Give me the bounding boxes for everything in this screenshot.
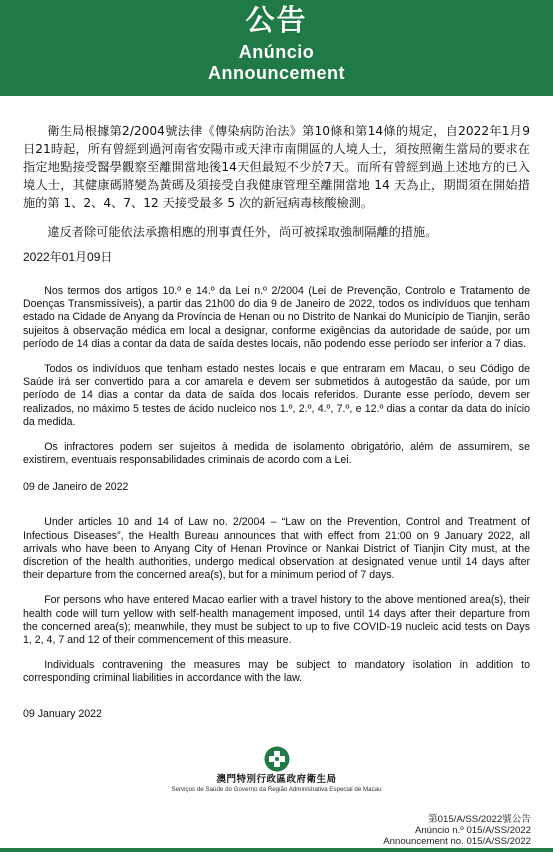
announcement-header: [0, 0, 553, 96]
english-section: [23, 516, 530, 720]
footer-bar: [0, 848, 553, 852]
portuguese-paragraph-2: Todos os indivíduos que tenham estado nestes locais e que entraram em Macau, o seu Código de Saúde irá ser convertido para a cor amarela e devem ser submetidos à autogestão da saúde, por um período de 14 dias a contar da data de saída dos locais referidos. Durante esse período, devem ser realizados, no máximo 5 testes de ácido nucleico nos 1.º, 2.º, 4.º, 7.º, e 12.º dias a contar da data do início da medida.: [23, 363, 530, 428]
english-paragraph-2: For persons who have entered Macao earlier with a travel history to the above mentioned area(s), their health code will turn yellow with self-health management imposed, until 14 days after their departure from the concerned area(s); meanwhile, they must be subject to up to five COVID-19 nucleic acid tests on Days 1, 2, 4, 7 and 12 of their commencement of this measure.: [23, 594, 530, 647]
reference-portuguese: Anúncio n.º 015/A/SS/2022: [414, 825, 531, 836]
health-bureau-cross-icon: [264, 746, 290, 772]
portuguese-paragraph-3: Os infractores podem ser sujeitos à medida de isolamento obrigatório, além de assumirem, se existirem, eventuais responsabilidades criminais de acordo com a Lei.: [23, 441, 530, 467]
title-portuguese: Anúncio: [238, 42, 315, 62]
announcement-reference: [383, 814, 531, 847]
title-english: Announcement: [207, 63, 345, 83]
english-paragraph-3: Individuals contravening the measures may be subject to mandatory isolation in addition to corresponding criminal liabilities in accordance with the law.: [23, 659, 530, 685]
title-chinese: 公告: [245, 3, 308, 37]
portuguese-date: 09 de Janeiro de 2022: [23, 481, 129, 494]
chinese-paragraph-1: 衛生局根據第2/2004號法律《傳染病防治法》第10條和第14條的規定，自2022年1月9日21時起，所有曾經到過河南省安陽市或天津市南開區的人境人士，須按照衛生當局的要求在指定地點接受醫學觀察至離開當地後14天但最短不少於7天。而所有曾經到過上述地方的已入境人士，其健康碼將變為黃碼及須接受自我健康管理至離開當地 14 天為止，期間須在開始措施的第 1、2、4、7、12 天接受最多 5 次的新冠病毒核酸檢測。: [23, 124, 530, 210]
logo-name-portuguese: Serviços de Saúde do Governo da Região Administrativa Especial de Macau: [171, 786, 382, 793]
logo-name-chinese: 澳門特別行政區政府衛生局: [216, 774, 337, 785]
portuguese-section: [23, 285, 530, 494]
reference-chinese: 第015/A/SS/2022號公告: [428, 814, 531, 825]
chinese-date: 2022年01月09日: [23, 250, 113, 264]
english-date: 09 January 2022: [23, 707, 102, 720]
chinese-paragraph-2: 違反者除可能依法承擔相應的刑事責任外，尚可被採取強制隔離的措施。: [47, 225, 438, 239]
health-bureau-logo: [0, 746, 553, 794]
reference-english: Announcement no. 015/A/SS/2022: [383, 836, 531, 847]
portuguese-paragraph-1: Nos termos dos artigos 10.º e 14.º da Lei n.º 2/2004 (Lei de Prevenção, Controlo e Tratamento de Doenças Transmissíveis), a partir das 21h00 do dia 9 de Janeiro de 2022, todos os indivíduos que tenham estado na Cidade de Anyang da Província de Henan ou no Distrito de Nankai do Município de Tianjin, serão sujeitos à observação médica em local a designar, conforme exigências da autoridade de saúde, por um período de 14 dias a contar da data de saída destes locais, não podendo esse período ser inferior a 7 dias.: [23, 285, 530, 350]
announcement-body: [23, 122, 530, 721]
english-paragraph-1: Under articles 10 and 14 of Law no. 2/2004 – “Law on the Prevention, Control and Treatment of Infectious Diseases”, the Health Bureau announces that with effect from 21:00 on 9 January 2022, all arrivals who have been to Anyang City of Henan Province or Nankai District of Tianjin City must, at the discretion of the health authorities, undergo medical observation at designated venue until 14 days after their departure from the concerned area(s), but for a minimum period of 7 days.: [23, 516, 530, 582]
